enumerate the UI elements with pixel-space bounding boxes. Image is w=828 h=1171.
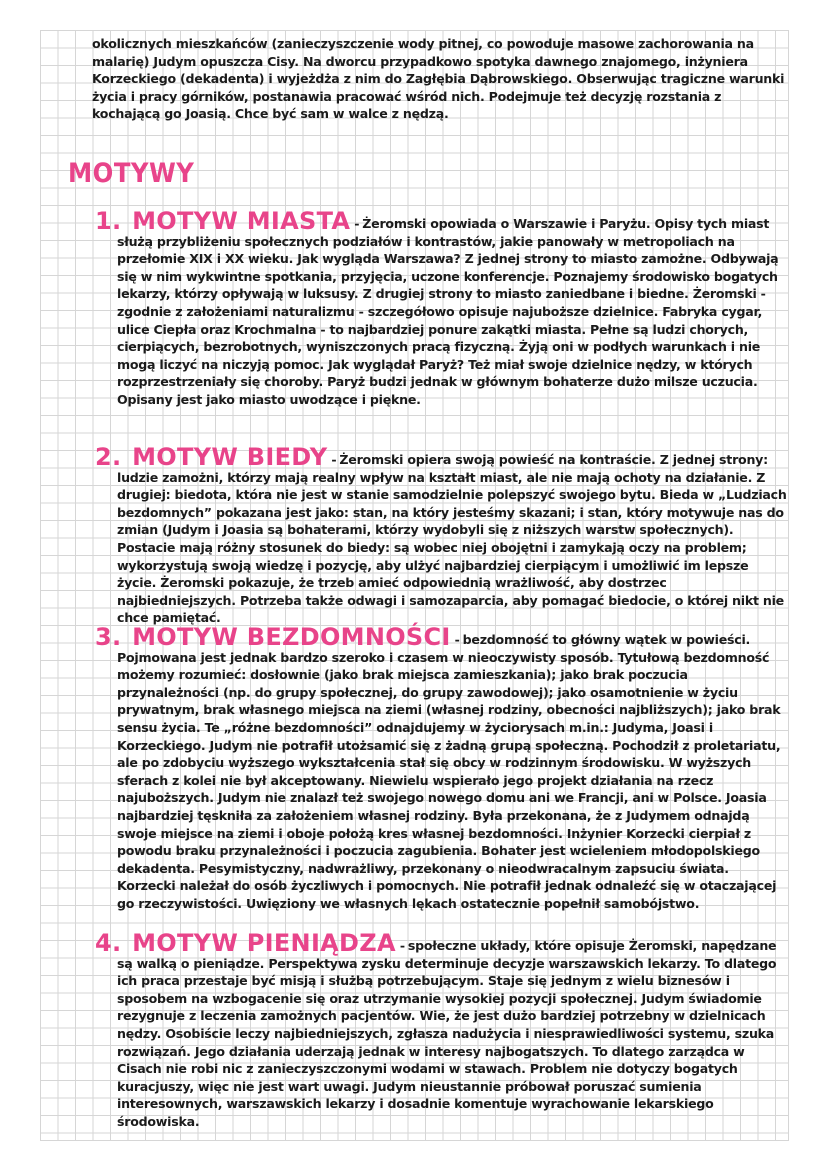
intro-paragraph: okolicznych mieszkańców (zanieczyszczenie wody pitnej, co powoduje masowe zachorowania na malarię) Judym opuszcza Cisy. Na dworcu przypadkowo spotyka dawnego znajomego, inżyniera Korzeckiego (dekadenta) i wyjeżdża z nim do Zagłębia Dąbrowskiego. Obserwując tragiczne warunki życia i pracy górników, postanawia pracować wśród nich. Podejmuje też decyzję rozstania z kochającą go Joasią. Chce być sam w walce z nędzą. [92,36,785,122]
motif-number: 4. [95,929,122,957]
motif-paragraph: 3. MOTYW BEZDOMNOŚCI - bezdomność to główny wątek w powieści. Pojmowana jest jednak bardzo szeroko i czasem w nieoczywisty sposób. Tytułową bezdomność możemy rozumieć: dosłownie (jako brak miejsca zamieszkania); jako brak poczucia przynależności (np. do grupy społecznej, do grupy zawodowej); jako osamotnienie w życiu prywatnym, brak własnego miejsca na ziemi (własnej rodziny, obecności najbliższych); jako brak sensu życia. Te „różne bezdomności” odnajdujemy w życiorysach m.in.: Judyma, Joasi i Korzeckiego. Judym nie potrafił utożsamić się z żadną grupą społeczną. Pochodził z proletariatu, ale po zdobyciu wyższego wykształcenia stał się obcy w rodzinnym środowisku. W wyższych sferach z kolei nie był akceptowany. Niewielu wspierało jego projekt działania na rzecz najuboższych. Judym nie znalazł też swojego nowego domu ani we Francji, ani w Polsce. Joasia najbardziej tęskniła za założeniem własnej rodziny. Była przekonana, że z Judymem odnajdą swoje miejsce na ziemi i oboje położą kres własnej bezdomności. Inżynier Korzecki cierpiał z powodu braku przynależności i poczucia zagubienia. Bohater jest wcieleniem młodopolskiego dekadenta. Pesymistyczny, nadwrażliwy, przekonany o nieodwracalnym zapsuciu świata. Korzecki należał do osób życzliwych i pomocnych. Nie potrafił jednak odnaleźć się w otaczającej go rzeczywistości. Uwięziony we własnych lękach ostatecznie popełnił samobójstwo. [95,623,781,911]
motif-text: społeczne układy, które opisuje Żeromski, napędzane są walką o pieniądze. Perspektywa zysku determinuje decyzje warszawskich lekarzy. To dlatego ich praca przestaje być misją i służbą potrzebującym. Staje się jednym z wielu biznesów i sposobem na wzbogacenie się oraz utrzymanie wysokiej pozycji społecznej. Judym świadomie rezygnuje z leczenia zamożnych pacjentów. Wie, że jest dużo bardziej potrzebny w dzielnicach nędzy. Osobiście leczy najbiedniejszych, zgłasza nadużycia i niesprawiedliwości systemu, szuka rozwiązań. Jego działania uderzają jednak w interesy najbogatszych. To dlatego zarządca w Cisach nie robi nic z zanieczyszczonymi wodami w stawach. Problem nie dotyczy bogatych kuracjuszy, więc nie jest wart uwagi. Judym nieustannie próbował poruszać sumienia interesownych, warszawskich lekarzy i dosadnie komentuje wyrachowanie lekarskiego środowiska. [117,938,777,1129]
motif-money [95,929,787,1131]
motif-title: MOTYW PIENIĄDZA [132,929,396,957]
motif-title: MOTYW BEZDOMNOŚCI [132,623,451,651]
motif-paragraph: 4. MOTYW PIENIĄDZA - społeczne układy, które opisuje Żeromski, napędzane są walką o pieniądze. Perspektywa zysku determinuje decyzje warszawskich lekarzy. To dlatego ich praca przestaje być misją i służbą potrzebującym. Staje się jednym z wielu biznesów i sposobem na wzbogacenie się oraz utrzymanie wysokiej pozycji społecznej. Judym świadomie rezygnuje z leczenia zamożnych pacjentów. Wie, że jest dużo bardziej potrzebny w dzielnicach nędzy. Osobiście leczy najbiedniejszych, zgłasza nadużycia i niesprawiedliwości systemu, szuka rozwiązań. Jego działania uderzają jednak w interesy najbogatszych. To dlatego zarządca w Cisach nie robi nic z zanieczyszczonymi wodami w stawach. Problem nie dotyczy bogatych kuracjuszy, więc nie jest wart uwagi. Judym nieustannie próbował poruszać sumienia interesownych, warszawskich lekarzy i dosadnie komentuje wyrachowanie lekarskiego środowiska. [95,929,777,1129]
motif-heading [95,207,350,235]
motif-title: MOTYW MIASTA [132,207,351,235]
motif-text: Żeromski opiera swoją powieść na kontraście. Z jednej strony: ludzie zamożni, którzy mają realny wpływ na kształt miast, ale nie mają ochoty na działanie. Z drugiej: biedota, która nie jest w stanie samodzielnie polepszyć swojego bytu. Bieda w „Ludziach bezdomnych” pokazana jest jako: stan, na który jesteśmy skazani; i stan, który motywuje nas do zmian (Judym i Joasia są bohaterami, którzy wydobyli się z niższych warstw społecznych). Postacie mają różny stosunek do biedy: są wobec niej obojętni i zamykają oczy na problem; wykorzystują swoją wiedzę i pozycję, aby ulżyć najbardziej cierpiącym i umożliwić im lepsze życie. Żeromski pokazuje, że trzeb amieć odpowiednią wrażliwość, aby dostrzec najbiedniejszych. Potrzeba także odwagi i samozaparcia, aby pomagać biedocie, o której nikt nie chce pamiętać. [117,452,787,626]
motif-heading [95,443,327,471]
section-title: MOTYWY [68,158,195,189]
motif-paragraph: 1. MOTYW MIASTA - Żeromski opowiada o Warszawie i Paryżu. Opisy tych miast służą przybliżeniu społecznych podziałów i kontrastów, jakie panowały w metropoliach na przełomie XIX i XX wieku. Jak wygląda Warszawa? Z jednej strony to miasto zamożne. Odbywają się w nim wykwintne spotkania, przyjęcia, uczone konferencje. Poznajemy środowisko bogatych lekarzy, którzy opływają w luksusy. Z drugiej strony to miasto zaniedbane i biedne. Żeromski - zgodnie z założeniami naturalizmu - szczegółowo opisuje najuboższe dzielnice. Fabryka cygar, ulice Ciepła oraz Krochmalna - to najbardziej ponure zakątki miasta. Pełne są ludzi chorych, cierpiących, bezrobotnych, wyniszczonych pracą fizyczną. Żyją oni w podłych warunkach i nie mogą liczyć na niczyją pomoc. Jak wyglądał Paryż? Też miał swoje dzielnice nędzy, w których rozprzestrzeniały się choroby. Paryż budzi jednak w głównym bohaterze dużo milsze uczucia. Opisany jest jako miasto uwodzące i piękne. [95,207,779,407]
motif-paragraph: 2. MOTYW BIEDY - Żeromski opiera swoją powieść na kontraście. Z jednej strony: ludzie zamożni, którzy mają realny wpływ na kształt miast, ale nie mają ochoty na działanie. Z drugiej: biedota, która nie jest w stanie samodzielnie polepszyć swojego bytu. Bieda w „Ludziach bezdomnych” pokazana jest jako: stan, na który jesteśmy skazani; i stan, który motywuje nas do zmian (Judym i Joasia są bohaterami, którzy wydobyli się z niższych warstw społecznych). Postacie mają różny stosunek do biedy: są wobec niej obojętni i zamykają oczy na problem; wykorzystują swoją wiedzę i pozycję, aby ulżyć najbardziej cierpiącym i umożliwić im lepsze życie. Żeromski pokazuje, że trzeb amieć odpowiednią wrażliwość, aby dostrzec najbiedniejszych. Potrzeba także odwagi i samozaparcia, aby pomagać biedocie, o której nikt nie chce pamiętać. [95,443,787,626]
motif-number: 1. [95,207,122,235]
motif-poverty [95,443,787,627]
motif-number: 2. [95,443,122,471]
motif-text: bezdomność to główny wątek w powieści. Pojmowana jest jednak bardzo szeroko i czasem w nieoczywisty sposób. Tytułową bezdomność możemy rozumieć: dosłownie (jako brak miejsca zamieszkania); jako brak poczucia przynależności (np. do grupy społecznej, do grupy zawodowej); jako osamotnienie w życiu prywatnym, brak własnego miejsca na ziemi (własnej rodziny, obecności najbliższych); jako brak sensu życia. Te „różne bezdomności” odnajdujemy w życiorysach m.in.: Judyma, Joasi i Korzeckiego. Judym nie potrafił utożsamić się z żadną grupą społeczną. Pochodził z proletariatu, ale po zdobyciu wyższego wykształcenia stał się obcy w rodzinnym środowisku. W wyższych sferach z kolei nie był akceptowany. Niewielu wspierało jego projekt działania na rzecz najuboższych. Judym nie znalazł też swojego nowego domu ani we Francji, ani w Polsce. Joasia najbardziej tęskniła za założeniem własnej rodziny. Była przekonana, że z Judymem odnajdą swoje miejsce na ziemi i oboje położą kres własnej bezdomności. Inżynier Korzecki cierpiał z powodu braku przynależności i poczucia zagubienia. Bohater jest wcieleniem młodopolskiego dekadenta. Pesymistyczny, nadwrażliwy, przekonany o nieodwracalnym zapsuciu świata. Korzecki należał do osób życzliwych i pomocnych. Nie potrafił jednak odnaleźć się w otaczającej go rzeczywistości. Uwięziony we własnych lękach ostatecznie popełnił samobójstwo. [117,632,781,911]
motif-homelessness [95,623,787,913]
motif-heading [95,623,451,651]
motif-title: MOTYW BIEDY [132,443,328,471]
motif-city [95,207,787,409]
motif-heading [95,929,396,957]
motif-number: 3. [95,623,122,651]
motif-text: Żeromski opowiada o Warszawie i Paryżu. Opisy tych miast służą przybliżeniu społecznych podziałów i kontrastów, jakie panowały w metropoliach na przełomie XIX i XX wieku. Jak wygląda Warszawa? Z jednej strony to miasto zamożne. Odbywają się w nim wykwintne spotkania, przyjęcia, uczone konferencje. Poznajemy środowisko bogatych lekarzy, którzy opływają w luksusy. Z drugiej strony to miasto zaniedbane i biedne. Żeromski - zgodnie z założeniami naturalizmu - szczegółowo opisuje najuboższe dzielnice. Fabryka cygar, ulice Ciepła oraz Krochmalna - to najbardziej ponure zakątki miasta. Pełne są ludzi chorych, cierpiących, bezrobotnych, wyniszczonych pracą fizyczną. Żyją oni w podłych warunkach i nie mogą liczyć na niczyją pomoc. Jak wyglądał Paryż? Też miał swoje dzielnice nędzy, w których rozprzestrzeniały się choroby. Paryż budzi jednak w głównym bohaterze dużo milsze uczucia. Opisany jest jako miasto uwodzące i piękne. [117,216,779,407]
